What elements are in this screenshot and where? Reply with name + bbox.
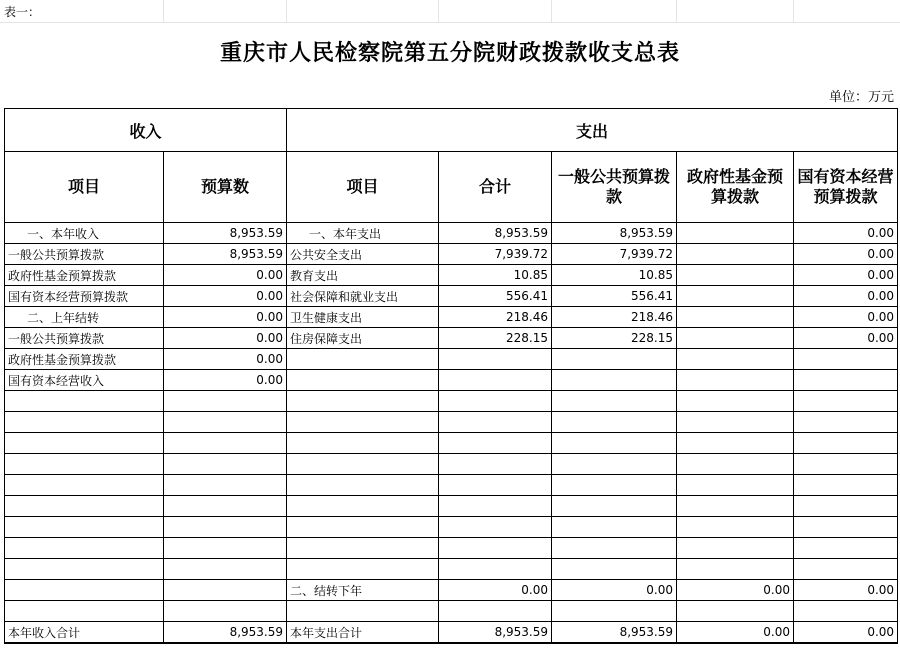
state-capital-cell: 0.00 [794,286,898,307]
income-item-cell: 政府性基金预算拨款 [5,265,164,286]
income-item-cell: 一般公共预算拨款 [5,328,164,349]
income-budget-cell: 0.00 [164,286,287,307]
expense-total-cell [439,370,552,391]
table-row [5,265,898,286]
general-budget-cell: 556.41 [552,286,677,307]
expense-total-cell [439,349,552,370]
income-budget-cell: 8,953.59 [164,244,287,265]
state-total-value: 0.00 [794,622,898,644]
income-item-cell [5,454,164,475]
budget-summary-table [4,108,898,644]
income-total-value: 8,953.59 [164,622,287,644]
general-budget-cell [552,370,677,391]
income-budget-cell [164,412,287,433]
fund-budget-cell [677,244,794,265]
totals-row [5,622,898,644]
state-capital-cell [794,433,898,454]
general-budget-cell: 10.85 [552,265,677,286]
table-row [5,223,898,244]
table-row [5,286,898,307]
income-item-cell: 一般公共预算拨款 [5,244,164,265]
income-item-cell: 一、本年收入 [5,223,164,244]
income-item-cell [5,538,164,559]
page-title: 重庆市人民检察院第五分院财政拨款收支总表 [219,40,680,66]
income-budget-cell [164,538,287,559]
general-budget-header: 一般公共预算拨款 [552,152,677,223]
expense-item-cell: 教育支出 [287,265,439,286]
fund-budget-cell [677,559,794,580]
income-budget-cell [164,391,287,412]
state-capital-cell: 0.00 [794,244,898,265]
income-item-cell: 政府性基金预算拨款 [5,349,164,370]
income-budget-cell [164,475,287,496]
income-budget-cell [164,559,287,580]
unit-label: 单位：万元 [828,90,894,105]
income-item-cell [5,412,164,433]
table-row [5,580,898,601]
sheet-label: 表一： [4,5,41,19]
expense-item-cell [287,412,439,433]
expense-total-cell [439,496,552,517]
fund-budget-cell [677,475,794,496]
fund-budget-cell [677,601,794,622]
expense-item-cell: 社会保障和就业支出 [287,286,439,307]
fund-budget-cell [677,538,794,559]
table-row [5,328,898,349]
income-budget-cell: 0.00 [164,370,287,391]
expense-item-cell [287,538,439,559]
state-capital-cell [794,496,898,517]
fund-budget-header: 政府性基金预算拨款 [677,152,794,223]
fund-budget-cell [677,454,794,475]
table-row [5,496,898,517]
income-budget-cell [164,601,287,622]
income-budget-cell: 0.00 [164,328,287,349]
state-capital-cell: 0.00 [794,307,898,328]
expense-total-cell: 0.00 [439,580,552,601]
state-capital-cell [794,475,898,496]
fund-budget-cell [677,517,794,538]
expense-total-cell: 8,953.59 [439,223,552,244]
income-item-cell: 国有资本经营预算拨款 [5,286,164,307]
state-capital-cell: 0.00 [794,580,898,601]
expense-item-cell [287,454,439,475]
state-capital-cell [794,559,898,580]
expense-total-cell [439,454,552,475]
table-row [5,559,898,580]
general-budget-cell: 228.15 [552,328,677,349]
fund-budget-cell [677,265,794,286]
income-item-cell [5,559,164,580]
income-budget-cell: 0.00 [164,349,287,370]
expense-item-cell: 公共安全支出 [287,244,439,265]
general-budget-cell: 0.00 [552,580,677,601]
general-budget-cell [552,559,677,580]
income-budget-cell [164,496,287,517]
expense-header: 支出 [287,109,898,152]
general-budget-cell [552,454,677,475]
general-budget-cell [552,391,677,412]
income-budget-cell: 8,953.59 [164,223,287,244]
income-item-cell [5,475,164,496]
state-capital-cell [794,538,898,559]
fund-budget-cell [677,223,794,244]
expense-total-cell: 218.46 [439,307,552,328]
expense-total-value: 8,953.59 [439,622,552,644]
general-budget-cell [552,475,677,496]
general-budget-cell [552,517,677,538]
general-budget-cell [552,412,677,433]
state-capital-cell: 0.00 [794,328,898,349]
income-budget-cell [164,580,287,601]
income-item-cell: 二、上年结转 [5,307,164,328]
fund-budget-cell [677,328,794,349]
income-budget-cell: 0.00 [164,265,287,286]
fund-budget-cell [677,433,794,454]
table-row [5,391,898,412]
table-row [5,517,898,538]
income-budget-cell [164,433,287,454]
expense-total-cell [439,559,552,580]
income-item-cell [5,601,164,622]
income-item-cell [5,433,164,454]
table-row [5,601,898,622]
fund-budget-cell [677,391,794,412]
income-item-cell: 国有资本经营收入 [5,370,164,391]
expense-item-cell [287,349,439,370]
state-capital-cell [794,391,898,412]
income-item-header: 项目 [5,152,164,223]
expense-total-cell [439,412,552,433]
expense-item-cell: 卫生健康支出 [287,307,439,328]
general-total-value: 8,953.59 [552,622,677,644]
state-capital-cell [794,412,898,433]
general-budget-cell: 7,939.72 [552,244,677,265]
expense-total-cell [439,517,552,538]
fund-budget-cell: 0.00 [677,580,794,601]
general-budget-cell [552,433,677,454]
header-row-columns [5,152,898,223]
expense-total-cell [439,391,552,412]
expense-total-cell: 228.15 [439,328,552,349]
state-capital-cell [794,601,898,622]
income-header: 收入 [5,109,287,152]
expense-item-cell [287,475,439,496]
expense-total-cell: 10.85 [439,265,552,286]
fund-budget-cell [677,307,794,328]
fund-budget-cell [677,349,794,370]
general-budget-cell [552,349,677,370]
income-item-cell [5,517,164,538]
income-item-cell [5,391,164,412]
fund-total-value: 0.00 [677,622,794,644]
table-row [5,412,898,433]
state-capital-cell: 0.00 [794,223,898,244]
expense-item-cell [287,496,439,517]
table-body [5,223,898,622]
fund-budget-cell [677,412,794,433]
income-item-cell [5,496,164,517]
fund-budget-cell [677,370,794,391]
state-capital-cell [794,517,898,538]
expense-total-cell [439,433,552,454]
expense-total-cell [439,601,552,622]
expense-item-cell [287,601,439,622]
expense-total-cell: 556.41 [439,286,552,307]
table-row [5,454,898,475]
expense-item-cell [287,433,439,454]
table-row [5,307,898,328]
table-row [5,349,898,370]
expense-item-cell [287,391,439,412]
expense-item-header: 项目 [287,152,439,223]
state-capital-header: 国有资本经营预算拨款 [794,152,898,223]
expense-item-cell: 一、本年支出 [287,223,439,244]
income-budget-header: 预算数 [164,152,287,223]
expense-total-cell [439,538,552,559]
expense-total-label: 本年支出合计 [287,622,439,644]
income-budget-cell [164,517,287,538]
state-capital-cell: 0.00 [794,265,898,286]
total-header: 合计 [439,152,552,223]
expense-item-cell: 住房保障支出 [287,328,439,349]
table-row [5,244,898,265]
income-item-cell [5,580,164,601]
table-row [5,475,898,496]
state-capital-cell [794,370,898,391]
state-capital-cell [794,349,898,370]
general-budget-cell: 8,953.59 [552,223,677,244]
expense-total-cell: 7,939.72 [439,244,552,265]
expense-item-cell: 二、结转下年 [287,580,439,601]
fund-budget-cell [677,286,794,307]
header-row-group [5,109,898,152]
expense-total-cell [439,475,552,496]
expense-item-cell [287,517,439,538]
income-budget-cell: 0.00 [164,307,287,328]
expense-item-cell [287,370,439,391]
general-budget-cell: 218.46 [552,307,677,328]
fund-budget-cell [677,496,794,517]
general-budget-cell [552,538,677,559]
income-total-label: 本年收入合计 [5,622,164,644]
state-capital-cell [794,454,898,475]
income-budget-cell [164,454,287,475]
table-row [5,370,898,391]
table-row [5,538,898,559]
table-row [5,433,898,454]
general-budget-cell [552,601,677,622]
general-budget-cell [552,496,677,517]
expense-item-cell [287,559,439,580]
